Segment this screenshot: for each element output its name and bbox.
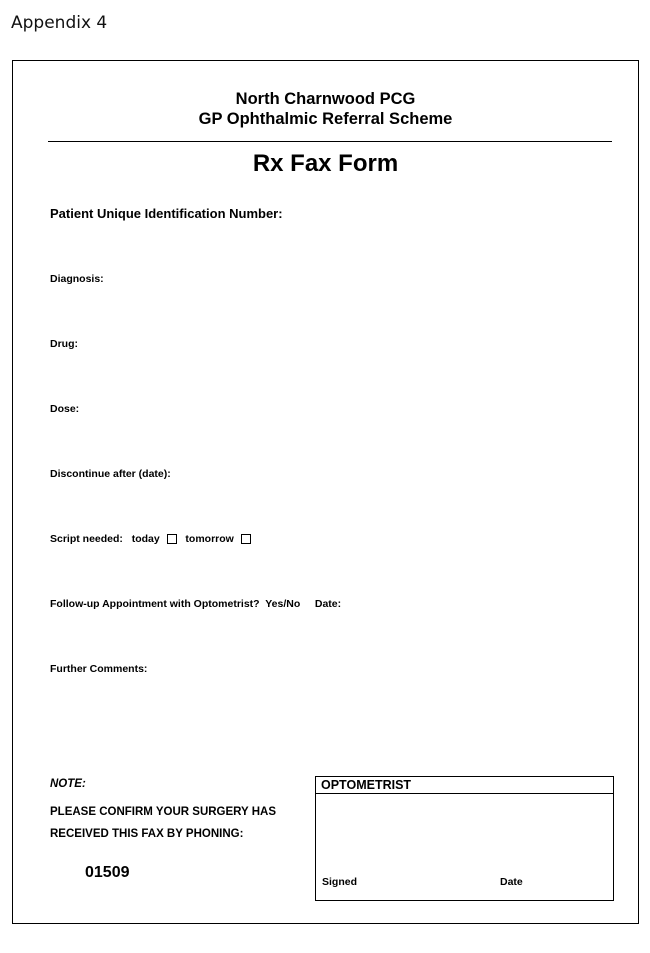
tomorrow-checkbox[interactable] (241, 534, 251, 544)
drug-label: Drug: (50, 338, 78, 350)
patient-id-label: Patient Unique Identification Number: (50, 206, 283, 221)
optometrist-header: OPTOMETRIST (316, 777, 613, 794)
today-checkbox[interactable] (167, 534, 177, 544)
followup-date-label: Date: (314, 598, 342, 610)
fax-form (12, 60, 639, 924)
script-needed-row (50, 533, 251, 545)
signed-label: Signed (322, 876, 358, 888)
comments-label: Further Comments: (50, 663, 148, 675)
optometrist-box (315, 776, 614, 901)
note-title: NOTE: (50, 778, 86, 790)
header-divider (48, 141, 612, 142)
date-label: Date (500, 876, 523, 888)
form-title: Rx Fax Form (252, 150, 399, 177)
diagnosis-label: Diagnosis: (50, 273, 104, 285)
followup-label: Follow-up Appointment with Optometrist? (50, 598, 260, 610)
scheme-name: GP Ophthalmic Referral Scheme (198, 110, 453, 128)
discontinue-label: Discontinue after (date): (50, 468, 171, 480)
script-today-label: today (131, 533, 160, 545)
note-line2: RECEIVED THIS FAX BY PHONING: (50, 828, 244, 840)
phone-number: 01509 (85, 864, 130, 881)
appendix-label: Appendix 4 (11, 13, 108, 33)
followup-row (50, 598, 341, 610)
script-tomorrow-label: tomorrow (185, 533, 234, 545)
script-needed-label: Script needed: (50, 533, 123, 545)
org-name: North Charnwood PCG (235, 90, 416, 108)
followup-yesno: Yes/No (265, 598, 301, 610)
note-line1: PLEASE CONFIRM YOUR SURGERY HAS (50, 806, 276, 818)
dose-label: Dose: (50, 403, 80, 415)
